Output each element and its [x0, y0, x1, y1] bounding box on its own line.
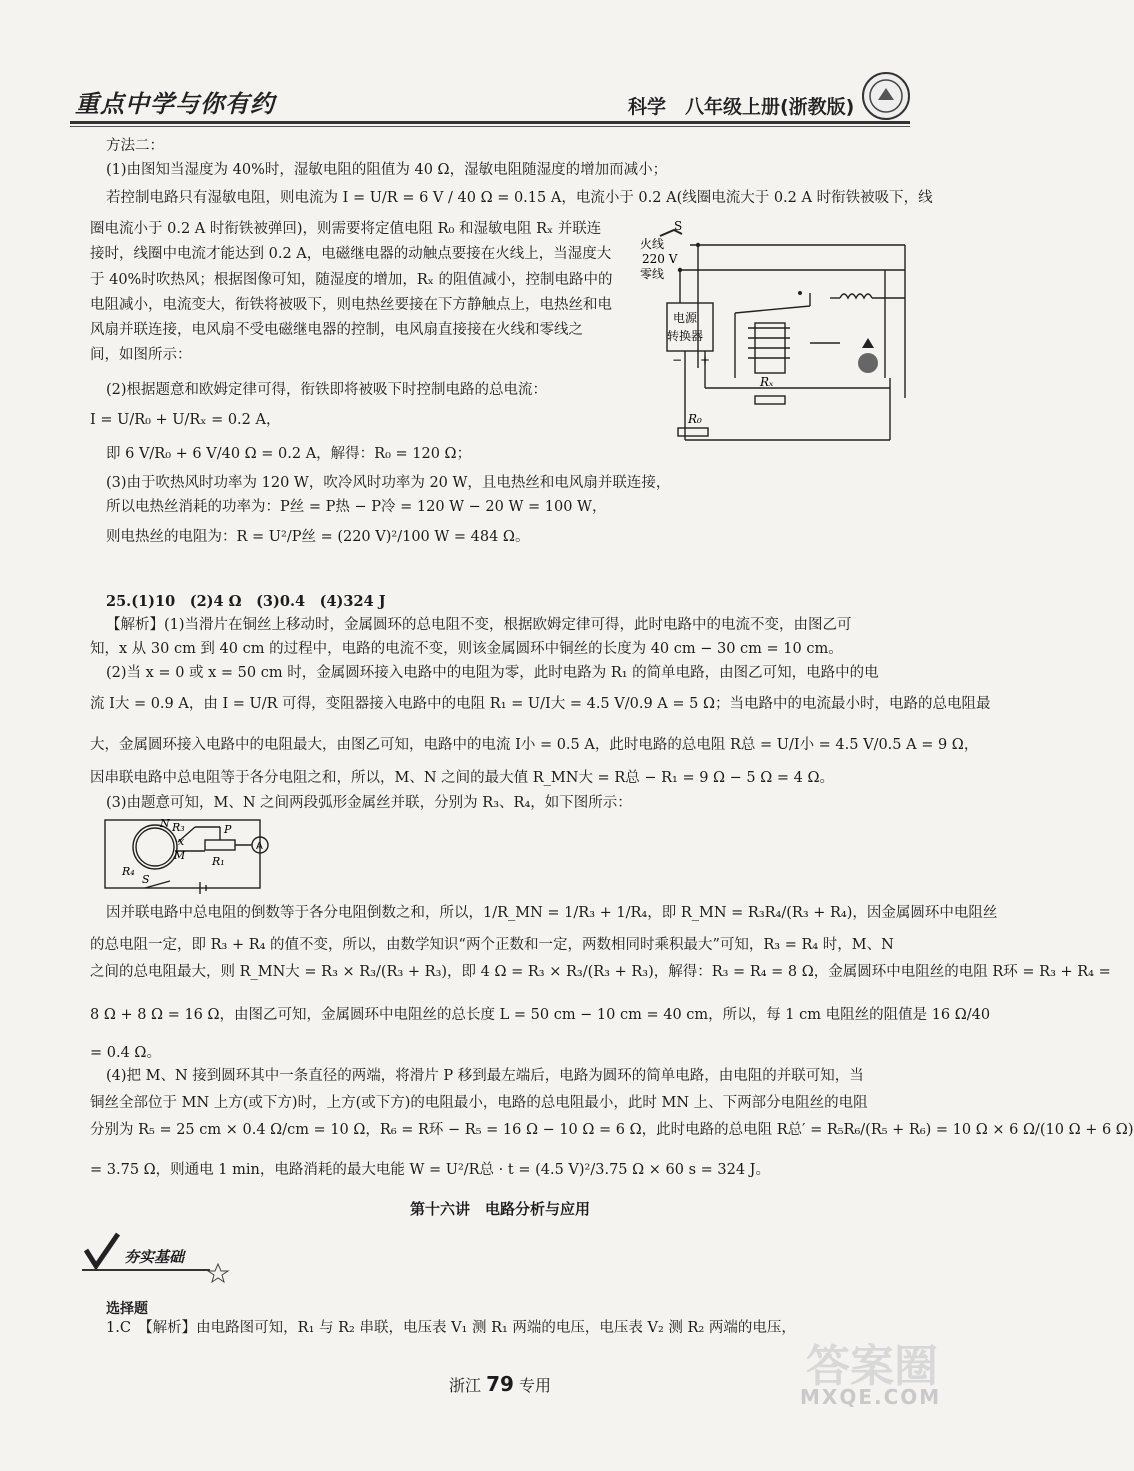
formula-line: = 3.75 Ω，则通电 1 min，电路消耗的最大电能 W = U²/R总 · t = (4.5 V)²/3.75 Ω × 60 s = 324 J。	[90, 1162, 770, 1178]
m-label: M	[174, 849, 186, 862]
r0-label: R₀	[688, 412, 702, 426]
text-line: 铜丝全部位于 MN 上方(或下方)时，上方(或下方)的电阻最小，电路的总电阻最小，此时 MN 上、下两部分电阻丝的电阻	[90, 1095, 868, 1111]
watermark-site: MXQE.COM	[800, 1385, 942, 1409]
r1-label: R₁	[212, 855, 225, 868]
live-wire-label: 火线	[640, 237, 665, 251]
text-line: 1.C 【解析】由电路图可知，R₁ 与 R₂ 串联，电压表 V₁ 测 R₁ 两端的电压，电压表 V₂ 测 R₂ 两端的电压，	[106, 1320, 796, 1336]
school-logo-icon	[862, 72, 910, 120]
formula-line: 分别为 R₅ = 25 cm × 0.4 Ω/cm = 10 Ω，R₆ = R环 − R₅ = 16 Ω − 10 Ω = 6 Ω，此时电路的总电阻 R总′ = R₅R₆/(R₅ + R₆) = 10 Ω × 6 Ω/(10 Ω + 6 Ω)	[90, 1122, 1134, 1138]
text-line: (2)当 x = 0 或 x = 50 cm 时，金属圆环接入电路中的电阻为零，此时电路为 R₁ 的简单电路，由图乙可知，电路中的电	[106, 665, 879, 681]
p-label: P	[224, 823, 232, 836]
text-line: (1)由图知当湿度为 40%时，湿敏电阻的阻值为 40 Ω，湿敏电阻随湿度的增加而减小；	[106, 162, 668, 178]
armature	[735, 306, 810, 313]
question-type: 选择题	[106, 1301, 148, 1317]
text-line: 知，x 从 30 cm 到 40 cm 的过程中，电路的电流不变，则该金属圆环中铜丝的长度为 40 cm − 30 cm = 10 cm。	[90, 641, 843, 657]
formula-line: 即 6 V/R₀ + 6 V/40 Ω = 0.2 A，解得：R₀ = 120 Ω；	[106, 446, 472, 462]
x-label: x	[178, 835, 185, 848]
voltage-label: 220 V	[642, 252, 678, 266]
formula-line: 大，金属圆环接入电路中的电阻最大，由图乙可知，电路中的电流 I小 = 0.5 A，此时电路的总电阻 R总 = U/I小 = 4.5 V/0.5 A = 9 Ω，	[90, 737, 979, 753]
circuit-diagram-ring	[100, 815, 290, 895]
formula-line: 流 I大 = 0.9 A，由 I = U/R 可得，变阻器接入电路中的电阻 R₁ = U/I大 = 4.5 V/0.9 A = 5 Ω；当电路中的电流最小时，电路的总电阻最	[90, 696, 991, 712]
formula-line: 则电热丝的电阻为：R = U²/P丝 = (220 V)²/100 W = 484 Ω。	[106, 529, 530, 545]
text-line: 因串联电路中总电阻等于各分电阻之和，所以，M、N 之间的最大值 R_MN大 = R总 − R₁ = 9 Ω − 5 Ω = 4 Ω。	[90, 770, 835, 786]
circuit-diagram-relay	[640, 218, 915, 446]
minus-terminal-label: −	[672, 353, 683, 367]
book-info: 科学 八年级上册(浙教版)	[628, 96, 855, 118]
n-label: N	[160, 817, 170, 830]
formula-line: 之间的总电阻最大，则 R_MN大 = R₃ × R₃/(R₃ + R₃)，即 4 Ω = R₃ × R₃/(R₃ + R₃)，解得：R₃ = R₄ = 8 Ω，金属圆环中电阻丝的电阻 R环 = R₃ + R₄ =	[90, 964, 1111, 980]
metal-ring	[133, 825, 177, 869]
footer-prefix: 浙江	[448, 1376, 481, 1395]
text-line: 所以电热丝消耗的功率为：P丝 = P热 − P冷 = 120 W − 20 W = 100 W，	[106, 499, 607, 515]
text-line: (4)把 M、N 接到圆环其中一条直径的两端，将滑片 P 移到最左端后，电路为圆环的简单电路，由电阻的并联可知，当	[106, 1068, 864, 1084]
converter-label-2: 转换器	[667, 329, 704, 343]
converter-label-1: 电源	[673, 311, 698, 325]
text-line: (2)根据题意和欧姆定律可得，衔铁即将被吸下时控制电路的总电流：	[106, 382, 548, 398]
switch-s-label: S	[142, 873, 150, 886]
text-line: 间，如图所示：	[90, 347, 192, 363]
text-line: 风扇并联连接，电风扇不受电磁继电器的控制，电风扇直接接在火线和零线之	[90, 322, 583, 338]
text-line: 于 40%时吹热风；根据图像可知，随湿度的增加，Rₓ 的阻值减小，控制电路中的	[90, 272, 613, 288]
rx-label: Rₓ	[760, 375, 774, 389]
rheostat-r1	[205, 840, 235, 850]
formula-line: 8 Ω + 8 Ω = 16 Ω，由图乙可知，金属圆环中电阻丝的总长度 L = 50 cm − 10 cm = 40 cm，所以，每 1 cm 电阻丝的阻值是 16 Ω/40	[90, 1007, 991, 1023]
text-line: 圈电流小于 0.2 A 时衔铁被弹回)，则需要将定值电阻 R₀ 和湿敏电阻 Rₓ 并联连	[90, 221, 602, 237]
formula-line: 因并联电路中总电阻的倒数等于各分电阻倒数之和，所以，1/R_MN = 1/R₃ + 1/R₄，即 R_MN = R₃R₄/(R₃ + R₄)，因金属圆环中电阻丝	[106, 905, 998, 921]
answer-line: 25.(1)10 (2)4 Ω (3)0.4 (4)324 J	[106, 593, 386, 610]
star-icon	[208, 1264, 228, 1282]
page-number: 79	[486, 1372, 514, 1396]
header-rule-thin	[70, 126, 910, 127]
text-line: 若控制电路只有湿敏电阻，则电流为 I = U/R = 6 V / 40 Ω = 0.15 A，电流小于 0.2 A(线圈电流大于 0.2 A 时衔铁被吸下，线	[106, 190, 933, 206]
text-line: 的总电阻一定，即 R₃ + R₄ 的值不变，所以，由数学知识“两个正数和一定，两数相同时乘积最大”可知，R₃ = R₄ 时，M、N	[90, 937, 894, 953]
formula-line: I = U/R₀ + U/Rₓ = 0.2 A，	[90, 412, 281, 428]
heating-wire	[840, 294, 872, 298]
text-line: (3)由于吹热风时功率为 120 W，吹冷风时功率为 20 W，且电热丝和电风扇并联连接，	[106, 475, 671, 491]
plus-terminal-label: +	[700, 353, 711, 367]
watermark-logo: 答案圈	[806, 1341, 938, 1392]
text-line: 【解析】(1)当滑片在铜丝上移动时，金属圆环的总电阻不变，根据欧姆定律可得，此时电路中的电流不变，由图乙可	[106, 617, 852, 633]
section-title: 夯实基础	[124, 1248, 185, 1266]
lecture-title: 第十六讲 电路分析与应用	[409, 1200, 590, 1218]
ammeter-label: A	[256, 841, 263, 852]
r4-label: R₄	[122, 865, 135, 878]
text-line: 方法二：	[106, 138, 164, 154]
text-line: 接时，线圈中电流才能达到 0.2 A，电磁继电器的动触点要接在火线上，当湿度大	[90, 246, 612, 262]
r3-label: R₃	[172, 821, 185, 834]
header-rule	[70, 121, 910, 124]
text-line: = 0.4 Ω。	[90, 1045, 161, 1061]
footer-suffix: 专用	[519, 1376, 552, 1395]
text-line: (3)由题意可知，M、N 之间两段弧形金属丝并联，分别为 R₃、R₄，如下图所示：	[106, 795, 632, 811]
text-line: 电阻减小，电流变大，衔铁将被吸下，则电热丝要接在下方静触点上，电热丝和电	[90, 297, 612, 313]
neutral-wire-label: 零线	[640, 267, 665, 281]
switch-label: S	[674, 219, 683, 233]
checkmark-icon	[86, 1234, 118, 1266]
fan-icon	[858, 353, 878, 373]
series-title: 重点中学与你有约	[75, 90, 275, 118]
